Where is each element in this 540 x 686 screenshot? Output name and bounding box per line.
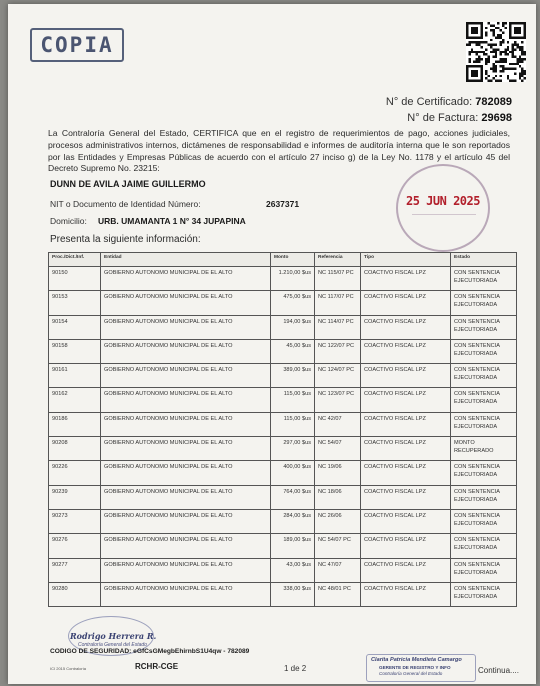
signature-role: Contraloría General del Estado (78, 642, 147, 648)
page-number: 1 de 2 (284, 664, 307, 673)
cell-referencia: NC 26/06 (315, 509, 361, 533)
security-code: CODIGO DE SEGURIDAD: eGfCsGMegbEhirnbS1U4qw - 782089 (50, 648, 250, 655)
table-row (49, 558, 517, 582)
table-row (49, 291, 517, 315)
cell-tipo: COACTIVO FISCAL LPZ (361, 364, 451, 388)
stamp-lines (412, 214, 476, 234)
cell-proc: 90277 (49, 558, 101, 582)
domicilio-value: URB. UMAMANTA 1 N° 34 JUPAPINA (98, 216, 246, 226)
cell-proc: 90150 (49, 267, 101, 291)
date-stamp (396, 164, 490, 252)
cell-referencia: NC 124/07 PC (315, 364, 361, 388)
cell-entidad: GOBIERNO AUTONOMO MUNICIPAL DE EL ALTO (101, 339, 271, 363)
cell-proc: 90276 (49, 534, 101, 558)
cell-tipo: COACTIVO FISCAL LPZ (361, 461, 451, 485)
cell-monto: 45,00 $us (271, 339, 315, 363)
cell-monto: 400,00 $us (271, 461, 315, 485)
header-estado: Estado (451, 253, 517, 267)
header-monto: Monto (271, 253, 315, 267)
table-row (49, 267, 517, 291)
factura-number-line (407, 112, 512, 124)
cell-entidad: GOBIERNO AUTONOMO MUNICIPAL DE EL ALTO (101, 412, 271, 436)
cell-monto: 389,00 $us (271, 364, 315, 388)
cell-tipo: COACTIVO FISCAL LPZ (361, 582, 451, 606)
cell-tipo: COACTIVO FISCAL LPZ (361, 291, 451, 315)
table-header-row (49, 253, 517, 267)
cell-referencia: NC 18/06 (315, 485, 361, 509)
cell-estado: CON SENTENCIA EJECUTORIADA (451, 461, 517, 485)
cell-referencia: NC 122/07 PC (315, 339, 361, 363)
cell-entidad: GOBIERNO AUTONOMO MUNICIPAL DE EL ALTO (101, 485, 271, 509)
official-signature-stamp (366, 654, 476, 682)
nit-label: NIT o Documento de Identidad Número: (50, 199, 201, 209)
cell-tipo: COACTIVO FISCAL LPZ (361, 267, 451, 291)
cell-entidad: GOBIERNO AUTONOMO MUNICIPAL DE EL ALTO (101, 509, 271, 533)
cell-estado: CON SENTENCIA EJECUTORIADA (451, 534, 517, 558)
cell-entidad: GOBIERNO AUTONOMO MUNICIPAL DE EL ALTO (101, 364, 271, 388)
cell-referencia: NC 54/07 PC (315, 534, 361, 558)
cell-tipo: COACTIVO FISCAL LPZ (361, 388, 451, 412)
cell-estado: CON SENTENCIA EJECUTORIADA (451, 412, 517, 436)
cell-entidad: GOBIERNO AUTONOMO MUNICIPAL DE EL ALTO (101, 437, 271, 461)
stamp-date: 25 JUN 2025 (406, 194, 480, 208)
cell-tipo: COACTIVO FISCAL LPZ (361, 534, 451, 558)
cell-monto: 189,00 $us (271, 534, 315, 558)
cell-tipo: COACTIVO FISCAL LPZ (361, 485, 451, 509)
cell-entidad: GOBIERNO AUTONOMO MUNICIPAL DE EL ALTO (101, 388, 271, 412)
table-row (49, 485, 517, 509)
cell-estado: CON SENTENCIA EJECUTORIADA (451, 509, 517, 533)
table-row (49, 388, 517, 412)
cell-tipo: COACTIVO FISCAL LPZ (361, 412, 451, 436)
cell-proc: 90273 (49, 509, 101, 533)
header-proc: Proc./Dict./Inf. (49, 253, 101, 267)
cell-proc: 90153 (49, 291, 101, 315)
cell-tipo: COACTIVO FISCAL LPZ (361, 437, 451, 461)
cell-entidad: GOBIERNO AUTONOMO MUNICIPAL DE EL ALTO (101, 558, 271, 582)
cell-estado: CON SENTENCIA EJECUTORIADA (451, 315, 517, 339)
certificate-sheet (8, 4, 536, 684)
official-name: Clarita Patricia Mendieta Camargo (371, 657, 462, 663)
cell-referencia: NC 117/07 PC (315, 291, 361, 315)
cell-estado: MONTO RECUPERADO (451, 437, 517, 461)
cell-proc: 90154 (49, 315, 101, 339)
rchr-code: RCHR-CGE (135, 662, 179, 671)
certificate-number-line (386, 96, 512, 108)
cell-entidad: GOBIERNO AUTONOMO MUNICIPAL DE EL ALTO (101, 267, 271, 291)
cell-estado: CON SENTENCIA EJECUTORIADA (451, 364, 517, 388)
factura-number: 29698 (481, 112, 512, 124)
cell-proc: 90161 (49, 364, 101, 388)
table-row (49, 582, 517, 606)
table-row (49, 509, 517, 533)
qr-code-icon (466, 22, 526, 82)
cell-proc: 90226 (49, 461, 101, 485)
signature-name: Rodrigo Herrera R. (70, 631, 157, 641)
cell-tipo: COACTIVO FISCAL LPZ (361, 339, 451, 363)
header-referencia: Referencia (315, 253, 361, 267)
table-row (49, 461, 517, 485)
nit-value: 2637371 (266, 199, 300, 209)
header-entidad: Entidad (101, 253, 271, 267)
official-role: GERENTE DE REGISTRO Y INFO (379, 665, 451, 670)
cell-estado: CON SENTENCIA EJECUTORIADA (451, 388, 517, 412)
cell-proc: 90239 (49, 485, 101, 509)
cell-estado: CON SENTENCIA EJECUTORIADA (451, 339, 517, 363)
cell-proc: 90280 (49, 582, 101, 606)
cell-entidad: GOBIERNO AUTONOMO MUNICIPAL DE EL ALTO (101, 291, 271, 315)
certificate-number-label: N° de Certificado: (385, 96, 473, 108)
cell-estado: CON SENTENCIA EJECUTORIADA (451, 267, 517, 291)
table-row (49, 412, 517, 436)
cell-monto: 475,00 $us (271, 291, 315, 315)
domicilio-label: Domicilio: (50, 216, 87, 226)
cell-referencia: NC 47/07 (315, 558, 361, 582)
cell-proc: 90208 (49, 437, 101, 461)
cell-referencia: NC 54/07 (315, 437, 361, 461)
factura-number-label: N° de Factura: (407, 112, 479, 124)
cell-proc: 90162 (49, 388, 101, 412)
cell-referencia: NC 123/07 PC (315, 388, 361, 412)
cell-estado: CON SENTENCIA EJECUTORIADA (451, 558, 517, 582)
official-org: Contraloría General del Estado (379, 671, 443, 676)
cell-monto: 764,00 $us (271, 485, 315, 509)
cell-estado: CON SENTENCIA EJECUTORIADA (451, 291, 517, 315)
cell-estado: CON SENTENCIA EJECUTORIADA (451, 582, 517, 606)
table-row (49, 534, 517, 558)
cell-monto: 115,00 $us (271, 412, 315, 436)
certifica-paragraph: La Contraloría General del Estado, CERTIFICA que en el registro de requerimientos de pago, acciones judiciales, procesos administrativos internos, dictámenes de responsabilidad e informes de auditoría interna que le son reportados por las Entidades y Empresas Públicas de acuerdo con el artículo 27 inciso g) de la Ley No. 1178 y el artículo 45 del Decreto Supremo No. 23215: (48, 128, 510, 174)
header-tipo: Tipo (361, 253, 451, 267)
records-table (48, 252, 517, 607)
cell-referencia: NC 114/07 PC (315, 315, 361, 339)
table-row (49, 315, 517, 339)
cell-monto: 194,00 $us (271, 315, 315, 339)
cell-referencia: NC 115/07 PC (315, 267, 361, 291)
table-row (49, 437, 517, 461)
cell-monto: 284,00 $us (271, 509, 315, 533)
cell-entidad: GOBIERNO AUTONOMO MUNICIPAL DE EL ALTO (101, 461, 271, 485)
presenta-heading: Presenta la siguiente información: (50, 234, 201, 245)
person-name: DUNN DE AVILA JAIME GUILLERMO (50, 179, 206, 189)
cell-monto: 115,00 $us (271, 388, 315, 412)
cell-tipo: COACTIVO FISCAL LPZ (361, 509, 451, 533)
cell-entidad: GOBIERNO AUTONOMO MUNICIPAL DE EL ALTO (101, 315, 271, 339)
cell-referencia: NC 19/06 (315, 461, 361, 485)
cell-monto: 43,00 $us (271, 558, 315, 582)
copia-stamp: COPIA (30, 28, 124, 62)
cell-tipo: COACTIVO FISCAL LPZ (361, 558, 451, 582)
footnote: ICI 2015 Contraloría (50, 666, 87, 671)
cell-referencia: NC 48/01 PC (315, 582, 361, 606)
cell-estado: CON SENTENCIA EJECUTORIADA (451, 485, 517, 509)
cell-monto: 338,00 $us (271, 582, 315, 606)
cell-monto: 1.210,00 $us (271, 267, 315, 291)
table-row (49, 339, 517, 363)
cell-entidad: GOBIERNO AUTONOMO MUNICIPAL DE EL ALTO (101, 534, 271, 558)
cell-entidad: GOBIERNO AUTONOMO MUNICIPAL DE EL ALTO (101, 582, 271, 606)
cell-tipo: COACTIVO FISCAL LPZ (361, 315, 451, 339)
cell-proc: 90158 (49, 339, 101, 363)
certificate-number: 782089 (475, 96, 512, 108)
cell-referencia: NC 42/07 (315, 412, 361, 436)
table-row (49, 364, 517, 388)
cell-proc: 90186 (49, 412, 101, 436)
cell-monto: 297,00 $us (271, 437, 315, 461)
continua-text: Continua.... (478, 666, 519, 675)
